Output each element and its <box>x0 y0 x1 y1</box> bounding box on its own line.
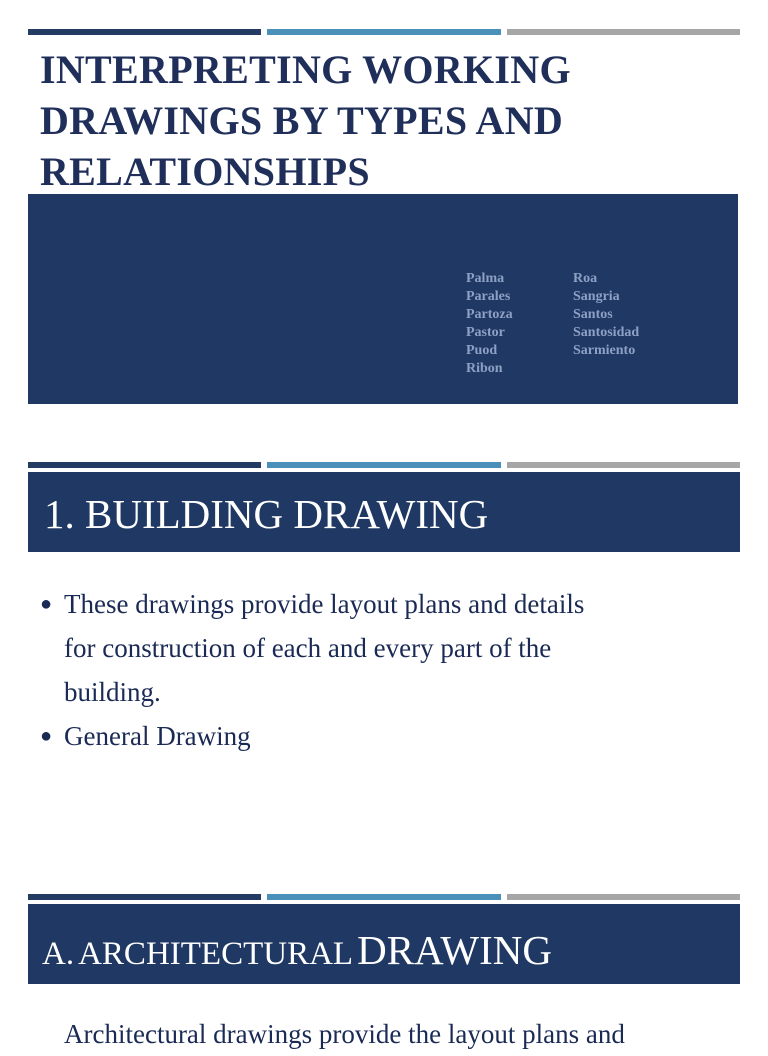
stripe-segment-gray <box>507 462 740 468</box>
bullet-line: for construction of each and every part of the <box>64 633 552 663</box>
author-name: Sangria <box>573 289 620 304</box>
section-heading: 1. BUILDING DRAWING <box>44 491 489 537</box>
author-name: Partoza <box>466 307 513 322</box>
heading-small-word: ARCHITECTURAL <box>78 936 354 972</box>
author-name: Puod <box>466 343 498 358</box>
stripe-segment-dark <box>28 894 261 900</box>
heading-prefix: A. <box>42 936 75 972</box>
section-heading <box>42 926 552 974</box>
stripe-segment-blue <box>267 894 501 900</box>
partial-bullet-text: Architectural drawings provide the layout plans and <box>64 1019 625 1049</box>
bullet-list <box>40 582 720 758</box>
title-line-2: DRAWINGS BY TYPES AND <box>40 98 564 143</box>
stripe-segment-blue <box>267 462 501 468</box>
author-name: Santos <box>573 307 613 322</box>
presentation-title <box>40 44 740 197</box>
author-names-right <box>573 270 639 360</box>
slide-3-accent-stripe <box>28 894 740 900</box>
stripe-segment-dark <box>28 29 261 35</box>
title-line-3: RELATIONSHIPS <box>40 149 370 194</box>
section-heading-bar <box>28 472 740 552</box>
bullet-dot-icon: ● <box>40 593 53 615</box>
stripe-segment-dark <box>28 462 261 468</box>
heading-big-word: DRAWING <box>357 927 552 973</box>
partial-bullet-line <box>40 1008 720 1049</box>
bullet-dot-icon: ● <box>40 725 53 747</box>
title-line-1: INTERPRETING WORKING <box>40 47 571 92</box>
author-name: Roa <box>573 271 598 286</box>
author-name: Parales <box>466 289 511 304</box>
stripe-segment-gray <box>507 29 740 35</box>
bullet-line: building. <box>64 677 161 707</box>
section-heading-bar <box>28 904 740 984</box>
bullet-item-1 <box>40 582 720 714</box>
author-name: Palma <box>466 271 505 286</box>
author-name: Sarmiento <box>573 343 636 358</box>
slide-1-accent-stripe <box>28 29 740 35</box>
author-names-left <box>466 270 513 378</box>
stripe-segment-blue <box>267 29 501 35</box>
author-name: Pastor <box>466 325 505 340</box>
slide-2-accent-stripe <box>28 462 740 468</box>
stripe-segment-gray <box>507 894 740 900</box>
author-name: Ribon <box>466 361 503 376</box>
author-name: Santosidad <box>573 325 640 340</box>
bullet-line: General Drawing <box>64 721 251 751</box>
bullet-line: These drawings provide layout plans and details <box>64 589 585 619</box>
bullet-item-2 <box>40 714 720 758</box>
